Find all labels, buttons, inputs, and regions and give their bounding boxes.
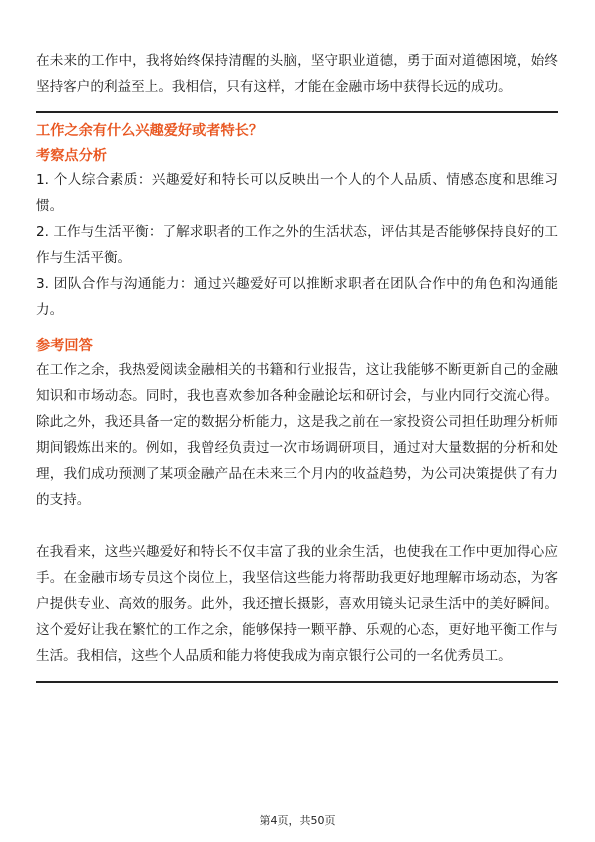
page-content <box>36 48 558 683</box>
footer-divider <box>36 681 558 683</box>
answer-heading: 参考回答 <box>36 338 93 354</box>
analysis-item: 2. 工作与生活平衡：了解求职者的工作之外的生活状态，评估其是否能够保持良好的工作与生活平衡。 <box>36 224 558 266</box>
question-title: 工作之余有什么兴趣爱好或者特长？ <box>36 123 264 139</box>
analysis-heading: 考察点分析 <box>36 148 107 164</box>
intro-paragraph: 在未来的工作中，我将始终保持清醒的头脑，坚守职业道德，勇于面对道德困境，始终坚持客户的利益至上。我相信，只有这样，才能在金融市场中获得长远的成功。 <box>36 53 558 95</box>
analysis-item: 3. 团队合作与沟通能力：通过兴趣爱好可以推断求职者在团队合作中的角色和沟通能力。 <box>36 276 558 318</box>
answer-paragraph: 在我看来，这些兴趣爱好和特长不仅丰富了我的业余生活，也使我在工作中更加得心应手。在金融市场专员这个岗位上，我坚信这些能力将帮助我更好地理解市场动态，为客户提供专业、高效的服务。此外，我还擅长摄影，喜欢用镜头记录生活中的美好瞬间。这个爱好让我在繁忙的工作之余，能够保持一颗平静、乐观的心态，更好地平衡工作与生活。我相信，这些个人品质和能力将使我成为南京银行公司的一名优秀员工。 <box>36 544 558 664</box>
answer-paragraph: 在工作之余，我热爱阅读金融相关的书籍和行业报告，这让我能够不断更新自己的金融知识和市场动态。同时，我也喜欢参加各种金融论坛和研讨会，与业内同行交流心得。除此之外，我还具备一定的数据分析能力，这是我之前在一家投资公司担任助理分析师期间锻炼出来的。例如，我曾经负责过一次市场调研项目，通过对大量数据的分析和处理，我们成功预测了某项金融产品在未来三个月内的收益趋势，为公司决策提供了有力的支持。 <box>36 362 558 508</box>
page-number: 第4页，共50页 <box>259 814 336 827</box>
analysis-item: 1. 个人综合素质：兴趣爱好和特长可以反映出一个人的个人品质、情感态度和思维习惯。 <box>36 172 558 214</box>
